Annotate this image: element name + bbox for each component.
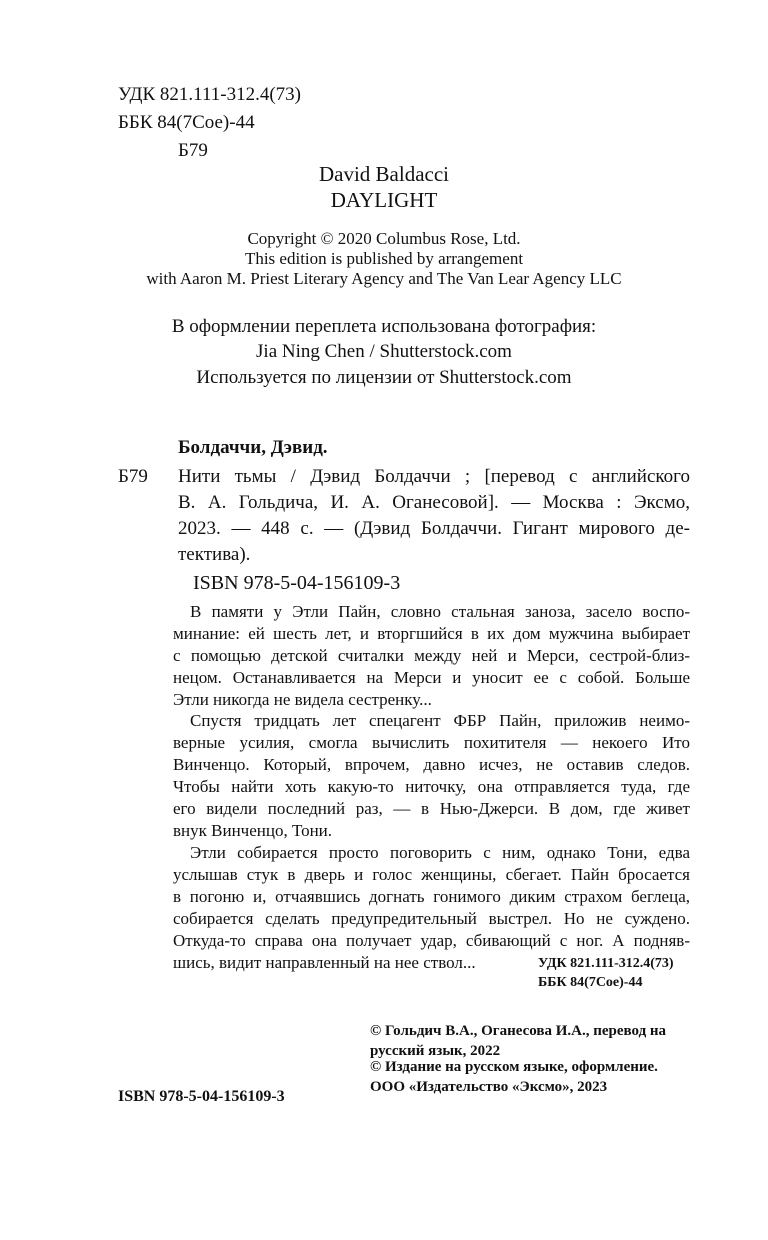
cover-photo-line: Используется по лицензии от Shutterstock.com (196, 367, 572, 388)
annotation-line: шись, видит направленный на нее ствол... (173, 953, 476, 972)
bib-mark: Б79 (118, 466, 148, 487)
bib-line: 2023. — 448 с. — (Дэвид Болдаччи. Гигант мирового де- (178, 518, 690, 539)
bib-line: В. А. Гольдича, И. А. Оганесовой]. — Москва : Эксмо, (178, 492, 690, 513)
original-author: David Baldacci (318, 162, 450, 186)
annotation-line: Этли собирается просто поговорить с ним, однако Тони, едва (190, 843, 690, 862)
footer-udk: УДК 821.111-312.4(73) (538, 956, 674, 971)
bbk-code: ББК 84(7Сое)-44 (118, 112, 255, 133)
annotation-line: нецом. Останавливается на Мерси и уносит ее с собой. Больше (173, 668, 690, 687)
annotation-line: Винченцо. Который, впрочем, давно исчез, не оставив следов. (173, 755, 690, 774)
footer-isbn: ISBN 978-5-04-156109-3 (118, 1088, 285, 1105)
annotation-line: с помощью детской считалки между ней и Мерси, сестрой-близ- (173, 646, 690, 665)
annotation-line: минание: ей шесть лет, и вторгшийся в их дом мужчина выбирает (173, 624, 690, 643)
udk-code: УДК 821.111-312.4(73) (118, 84, 301, 105)
bib-line: Нити тьмы / Дэвид Болдаччи ; [перевод с английского (178, 466, 690, 487)
bib-heading: Болдаччи, Дэвид. (178, 437, 328, 458)
annotation-line: внук Винченцо, Тони. (173, 821, 333, 840)
annotation-line: Спустя тридцать лет спецагент ФБР Пайн, приложив неимо- (190, 711, 690, 730)
annotation-line: В памяти у Этли Пайн, словно стальная заноза, засело воспо- (190, 602, 690, 621)
annotation-line: верные усилия, смогла вычислить похитителя — некоего Ито (173, 733, 690, 752)
bib-line: тектива). (178, 544, 251, 565)
author-mark: Б79 (178, 140, 208, 161)
annotation-line: Откуда-то справа она получает удар, сбивающий с ног. А подняв- (173, 931, 690, 950)
footer-bbk: ББК 84(7Сое)-44 (538, 975, 643, 990)
cover-photo-line: Jia Ning Chen / Shutterstock.com (256, 341, 512, 362)
original-title: DAYLIGHT (330, 188, 438, 212)
annotation-line: его видели последний раз, — в Нью-Джерси. В дом, где живет (173, 799, 690, 818)
annotation-line: Чтобы найти хоть какую-то ниточку, она отправляется туда, где (173, 777, 690, 796)
copyright-edition: © Издание на русском языке, оформление. ООО «Издательство «Эксмо», 2023 (370, 1059, 658, 1095)
original-copyright-line: Copyright © 2020 Columbus Rose, Ltd. (247, 229, 521, 248)
cover-photo-line: В оформлении переплета использована фотография: (171, 316, 597, 337)
annotation-line: в погоню и, отчаявшись догнать гонимого диким страхом беглеца, (173, 887, 690, 906)
bib-isbn: ISBN 978-5-04-156109-3 (193, 572, 401, 594)
annotation-line: Этли никогда не видела сестренку... (173, 690, 432, 709)
copyright-translation: © Гольдич В.А., Оганесова И.А., перевод на русский язык, 2022 (370, 1023, 667, 1059)
annotation-line: услышав стук в дверь и голос женщины, сбегает. Пайн бросается (173, 865, 690, 884)
original-copyright-line: with Aaron M. Priest Literary Agency and The Van Lear Agency LLC (146, 269, 622, 288)
annotation-line: собирается сделать предупредительный выстрел. Но не суждено. (173, 909, 690, 928)
original-copyright-line: This edition is published by arrangement (244, 249, 524, 268)
